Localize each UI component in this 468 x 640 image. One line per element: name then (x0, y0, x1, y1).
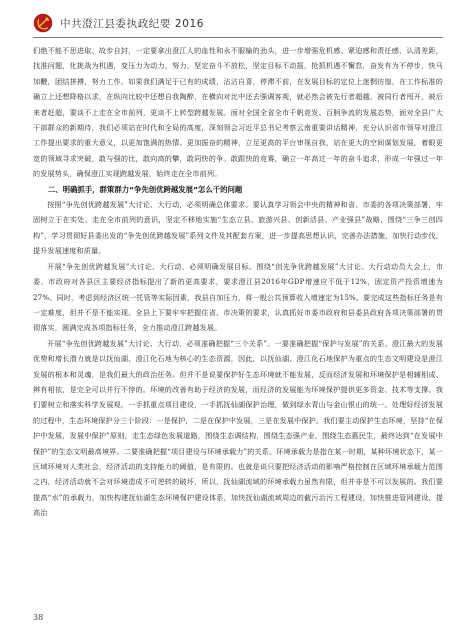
page-number: 38 (33, 613, 44, 622)
body-paragraph: 按照“争先创优跨越发展”大讨论、大行动，必须明确总体要求。要认真学习领会中央的精神和省、市委的各项决策部署，牢固树立于在实处、走在全市前列的意识，坚定不移地实施“生态立县、旅游兴县、创新活县、产业强县”战略，围绕“三争三创四构”，学习贯彻好县委出发的“争先创优跨越发展”系列文件及其配套方案，进一步提高思想认识，完善办法措施，加快行动步伐，提升发展速度和质量。 (33, 200, 443, 256)
header-divider (33, 37, 443, 38)
header-title: 中共澄江县委执政纪要 2016 (60, 18, 205, 30)
body-paragraph: 开展“争先创优跨越发展”大讨论、大行动，必须明确发展目标。围绕“创先争优跨越发展”大讨论、大行动动员大会上，市委、市政府对各县区主要经济指标提出了新的更高要求，要求澄江县2016年GDP增速应不低于12%，固定资产投资增速为27%。同时，考虑到经济区统一托管等实际因素，我县自加压力，将一般公共预算收入增速定为15%。要完成这些指标任务是有一定难度，但并不是不能实现。全县上下要牢牢把握住省、市决策的要求，认真抓好市委市政府和县委县政府各项决策部署的贯彻落实，圆满完成各项指标任务，全力推动澄江跨越发展。 (33, 261, 443, 333)
body-paragraph: 们绝不能不思进取、故步自封，一定要拿出澄江人的血性和永不服输的劲头，进一步增强危机感、紧迫感和责任感，认清差距，找准问题，化挑战为机遇，变压力为动力，努力，坚定奋斗不放松，坚定目标不动摇，抢抓机遇不懈怠，奋发有为不停步，快马加鞭，团结拼搏，努力工作。如果我们满足于已有的成绩，沾沾自喜，停滞不前，在发展目标的定位上迷惘彷徨，在工作标准的确立上还想降格以求，在纵向比较中还想自我陶醉，在横向对比中还去强调客观，就必然会被先行者超越，被同行者甩开，被后来者赶超，要谈不上走在全市前列，更谈不上转型跨越发展。面对全国全省全市千帆竞发、百舸争流的发展态势，面对全县广大干部群众的新期待，我们必须站在时代和全局的高度，深刻领会习近平总书记考察云南重要讲话精神，充分认识省市领导对澄江工作提出要求的重大意义，以更加饱满的热情、更加振奋的精神，立足更高的平台审视自我，站在更大的空间谋划发展，着眼更宽的领域寻求突破，敢与强的比，敢向高的攀，敢同快的争。敢跟快的竞赛，确立一年高过一年的奋斗追求，形成一年强过一年的发展势头，确保澄江实现跨越发展，始终走在全市前列。 (33, 46, 443, 179)
page-body (33, 43, 443, 521)
section-heading: 二、明确抓手，群策群力“争先创优跨越发展”怎么干的问题 (47, 184, 243, 194)
body-paragraph: 开展“争先创优跨越发展”大讨论、大行动，必须准确把握“三个关系”。一要准确把握“保护与发展”的关系。澄江最大的发展优势和增长潜力就是以抚仙湖、澄江化石地为核心的生态资源，因此，以抚仙湖、澄江化石地保护为重点的生态文明建设是澄江发展的根本和灵魂，是我们最大的政治任务。但并不是说要保护好生态环境就不能发展，反而经济发展和环境保护是相辅相成、辨有相依，是完全可以并行不悖的。环境的改善有助于经济的发展，而经济的发展能为环境保护提供更多资金、技术等支撑。我们要树立和落实科学发展观，一手抓重点项目建设，一手抓抚仙湖保护治理，做到绿水青山与金山银山的统一。处理好经济发展的过程中，生态环境保护分三个阶段：一是保护，二是在保护中发展，三是在发展中保护。我们要主动保护生态环境，坚持“在保护中发展，发展中保护”原则，走生态绿色发展道路，围绕生态调结构，围绕生态强产业，围绕生态惠民生，最终达到“在发展中保护”的生态文明最高境界。二要准确把握“项目建设与环境承载力”的关系。环境承载力是指在某一时期，某种环境状态下，某一区域环境对人类社会，经济活动的支持能力的阈值，是有限的。也就是说只要把经济活动的影响严格控制在区域环境承载力范围之内，经济活动就不会对环境造成不可逆转的破坏，所以，抚仙湖流域的环境承载力虽然有限，但并非是不可以发展的。我们要提高“水”的承载力，加快构建抚仙湖生态环境保护建设体系，加快抚仙湖流域周边的截污治污工程建设，加快推进管网建设，提高治 (33, 338, 443, 518)
page-header (33, 13, 443, 35)
party-emblem-icon (33, 13, 53, 33)
